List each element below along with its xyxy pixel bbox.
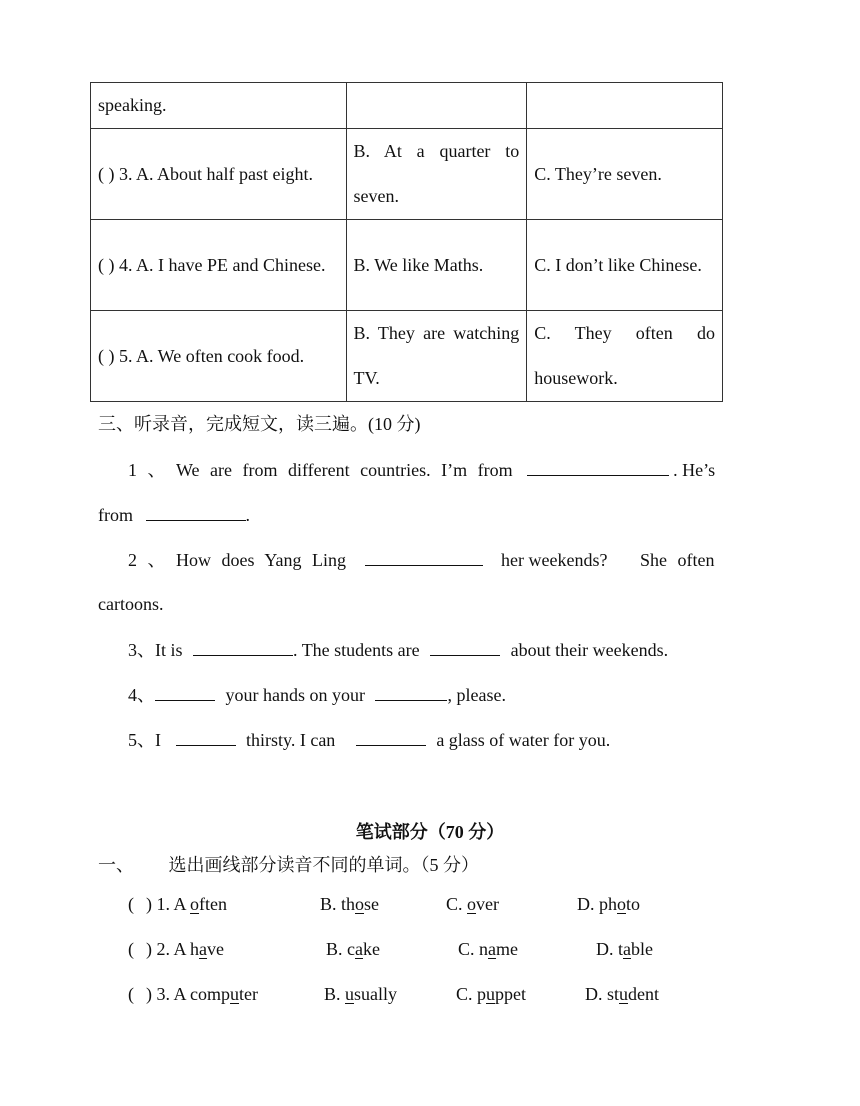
item-number: ) 2. A	[146, 939, 191, 959]
word-part: se	[364, 894, 380, 914]
table-row	[91, 129, 723, 220]
option-b-cell: B. We like Maths.	[346, 220, 527, 311]
listening-choices-table	[90, 82, 723, 402]
question-text: thirsty. I can	[246, 730, 336, 750]
option-b-cell: B. At a quarter to seven.	[346, 129, 527, 220]
answer-blank[interactable]	[375, 682, 447, 701]
answer-paren[interactable]: (	[128, 894, 134, 914]
option-c	[458, 937, 518, 961]
word-part: sually	[354, 984, 398, 1004]
underlined-letter: u	[619, 984, 629, 1004]
option-b	[320, 892, 379, 916]
word-part: C.	[446, 894, 468, 914]
underlined-letter: o	[467, 894, 477, 914]
question-text: 1 、 We are from different countries. I’m from	[128, 460, 513, 480]
question-text: about their weekends.	[510, 640, 669, 660]
option-a-cell: ( ) 4. A. I have PE and Chinese.	[91, 220, 347, 311]
option-b	[324, 982, 397, 1006]
answer-blank[interactable]	[176, 727, 236, 746]
underlined-letter: o	[190, 894, 200, 914]
question-text: from	[98, 505, 133, 525]
answer-blank[interactable]	[146, 502, 246, 521]
question-4-line	[128, 682, 506, 707]
underlined-letter: u	[486, 984, 496, 1004]
heading-number: 一、	[98, 855, 134, 875]
answer-paren[interactable]: (	[128, 939, 134, 959]
answer-blank[interactable]	[527, 457, 669, 476]
underlined-letter: u	[230, 984, 240, 1004]
option-a-cell: ( ) 5. A. We often cook food.	[91, 311, 347, 402]
word-part: C. n	[458, 939, 489, 959]
option-c-cell: C. I don’t like Chinese.	[527, 220, 723, 311]
question-text: 4、	[128, 685, 155, 705]
word-part: ble	[631, 939, 653, 959]
word-part: ppet	[495, 984, 527, 1004]
option-c-cell: C. They’re seven.	[527, 129, 723, 220]
option-c-cell: C. They often do housework.	[527, 311, 723, 402]
word-part: D. t	[596, 939, 623, 959]
answer-blank[interactable]	[193, 637, 293, 656]
written-section-title: 笔试部分（70 分）	[355, 822, 505, 842]
word-part: B. c	[326, 939, 355, 959]
question-3-line	[128, 637, 668, 662]
word-part: ke	[363, 939, 380, 959]
word-part: h	[190, 939, 200, 959]
question-text: 3、It is	[128, 640, 183, 660]
word-part: me	[496, 939, 519, 959]
heading-text: 选出画线部分读音不同的单词。（5 分）	[168, 855, 479, 875]
question-text: . The students are	[293, 640, 420, 660]
option-b-cell: B. They are watching TV.	[346, 311, 527, 402]
question-text: her weekends?	[501, 550, 608, 570]
underlined-letter: u	[345, 984, 355, 1004]
option-d	[585, 982, 659, 1006]
word-part: B.	[324, 984, 346, 1004]
answer-blank[interactable]	[365, 547, 483, 566]
question-text: She often	[639, 550, 715, 570]
word-part: B. th	[320, 894, 356, 914]
option-b-cell	[346, 83, 527, 129]
question-text: 5、I	[128, 730, 161, 750]
word-part: ften	[199, 894, 227, 914]
question-1-cont	[98, 502, 250, 527]
item-number: ) 1. A	[146, 894, 191, 914]
option-a-cell: speaking.	[91, 83, 347, 129]
question-text: 2 、 How does Yang Ling	[128, 550, 347, 570]
word-part: C. p	[456, 984, 487, 1004]
question-1-line	[128, 457, 715, 482]
phonics-item-1	[128, 892, 641, 916]
table-row	[91, 311, 723, 402]
underlined-letter: a	[488, 939, 497, 959]
question-text: a glass of water for you.	[436, 730, 611, 750]
question-5-line	[128, 727, 610, 752]
answer-blank[interactable]	[155, 682, 215, 701]
question-2-cont: cartoons.	[98, 594, 164, 614]
question-text: . He’s	[673, 460, 716, 480]
underlined-letter: o	[355, 894, 365, 914]
table-row	[91, 83, 723, 129]
question-text: , please.	[447, 685, 506, 705]
underlined-letter: o	[617, 894, 626, 914]
section-heading: 三、听录音，完成短文，读三遍。(10 分)	[98, 414, 421, 434]
underlined-letter: a	[623, 939, 631, 959]
underlined-letter: a	[199, 939, 208, 959]
question-text: .	[245, 505, 250, 525]
answer-blank[interactable]	[356, 727, 426, 746]
option-a-cell: ( ) 3. A. About half past eight.	[91, 129, 347, 220]
answer-blank[interactable]	[430, 637, 500, 656]
word-part: ver	[476, 894, 499, 914]
phonics-item-3	[128, 982, 660, 1006]
option-b	[326, 937, 380, 961]
word-part: D. ph	[577, 894, 617, 914]
table-row	[91, 220, 723, 311]
option-d	[577, 892, 640, 916]
question-text: your hands on your	[225, 685, 365, 705]
option-d	[596, 937, 653, 961]
word-part: D. st	[585, 984, 620, 1004]
phonics-item-2	[128, 937, 653, 961]
written-heading	[98, 853, 479, 877]
word-part: ter	[239, 984, 258, 1004]
option-c	[446, 892, 499, 916]
word-part: ve	[207, 939, 225, 959]
option-c	[456, 982, 526, 1006]
word-part: comp	[190, 984, 231, 1004]
word-part: dent	[628, 984, 660, 1004]
word-part: to	[626, 894, 641, 914]
item-number: ) 3. A	[146, 984, 191, 1004]
underlined-letter: a	[355, 939, 363, 959]
option-c-cell	[527, 83, 723, 129]
answer-paren[interactable]: (	[128, 984, 134, 1004]
question-2-line	[128, 547, 714, 572]
